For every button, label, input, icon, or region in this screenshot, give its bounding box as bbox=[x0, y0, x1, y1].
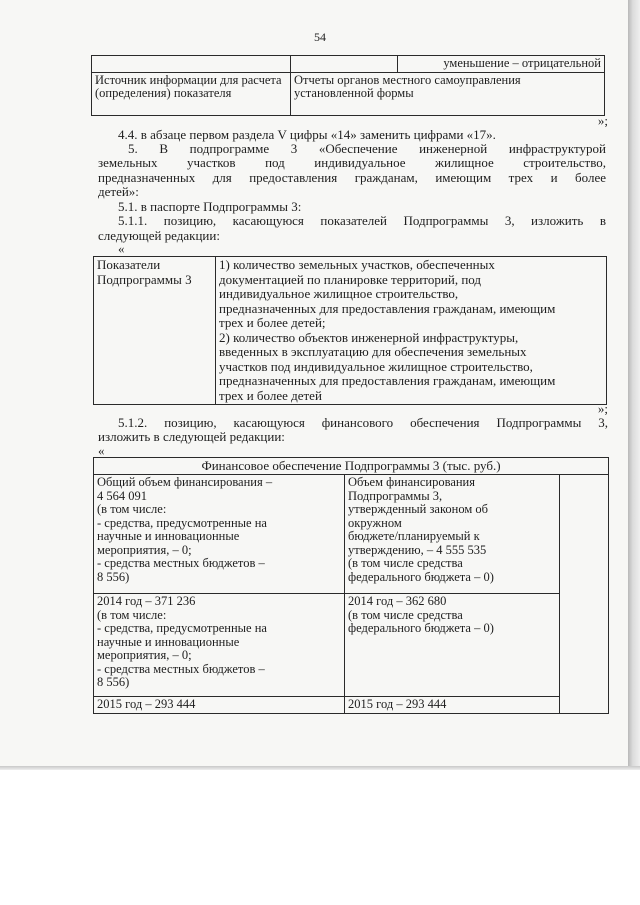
paragraph-5-line: предназначенных для предоставления гражданам, имеющим трех и более bbox=[98, 170, 606, 185]
cell-line: (в том числе средства bbox=[348, 607, 463, 622]
cell-line: (в том числе: bbox=[97, 607, 167, 622]
cell-line: (в том числе: bbox=[97, 502, 167, 516]
cell-line: бюджете/планируемый к bbox=[348, 529, 480, 543]
value-line: предназначенных для предоставления гражданам, имеющим bbox=[219, 373, 556, 388]
paragraph-5-1-2-line: изложить в следующей редакции: bbox=[98, 429, 285, 444]
paragraph-5-line: земельных участков под индивидуальное жилищное строительство, bbox=[98, 155, 606, 170]
cell-line: 2014 год – 371 236 bbox=[97, 594, 196, 608]
cell-line: федерального бюджета – 0) bbox=[348, 569, 494, 584]
closing-quote: »; bbox=[597, 401, 608, 416]
page-edge-shadow bbox=[628, 0, 640, 770]
cell-line: мероприятия, – 0; bbox=[97, 648, 192, 662]
paragraph-5-1-1-line: следующей редакции: bbox=[98, 228, 220, 243]
cell-line: окружном bbox=[348, 515, 402, 530]
financing-2014-right bbox=[345, 594, 560, 697]
paragraph-5-1-1-line: 5.1.1. позицию, касающуюся показателей Подпрограммы 3, изложить в bbox=[118, 213, 606, 228]
value-line: документацией по планировке территорий, под bbox=[219, 271, 482, 287]
indicators-table bbox=[93, 256, 607, 405]
indicator-table-fragment bbox=[91, 55, 605, 116]
cell-line: 2015 год – 293 444 bbox=[348, 697, 447, 711]
financing-2014-left bbox=[94, 594, 345, 697]
cell-line: утверждению, – 4 555 535 bbox=[348, 542, 487, 557]
cell-line: 2014 год – 362 680 bbox=[348, 594, 447, 608]
row-label-cell: Источник информации для расчета (определения) показателя bbox=[92, 72, 291, 115]
cell-line: 8 556) bbox=[97, 569, 130, 584]
empty-column bbox=[560, 475, 609, 714]
financing-2015-right bbox=[345, 697, 560, 714]
page-number: 54 bbox=[314, 30, 326, 44]
cell-line: федерального бюджета – 0) bbox=[348, 621, 494, 635]
value-line: 2) количество объектов инженерной инфраструктуры, bbox=[219, 329, 519, 345]
page-bottom-edge bbox=[0, 766, 640, 770]
cell-line: Общий объем финансирования – bbox=[97, 475, 273, 489]
paragraph-5-line: детей»: bbox=[98, 184, 139, 199]
row-value-cell: Отчеты органов местного самоуправления установленной формы bbox=[291, 72, 605, 115]
financing-2015-left bbox=[94, 697, 345, 714]
continuation-cell: уменьшение – отрицательной bbox=[398, 56, 605, 73]
opening-quote: « bbox=[118, 241, 125, 256]
value-line: индивидуальное жилищное строительство, bbox=[219, 286, 459, 301]
empty-cell bbox=[92, 56, 291, 73]
opening-quote: « bbox=[98, 443, 105, 458]
value-line: 1) количество земельных участков, обеспеченных bbox=[219, 257, 495, 272]
paragraph-5-line: 5. В подпрограмме 3 «Обеспечение инженерной инфраструктурой bbox=[128, 141, 606, 156]
cell-line: 4 564 091 bbox=[97, 488, 147, 503]
label-line: Подпрограммы 3 bbox=[97, 271, 192, 287]
cell-line: Подпрограммы 3, bbox=[348, 488, 443, 503]
closing-quote: »; bbox=[597, 113, 608, 128]
financing-table bbox=[93, 457, 609, 714]
paragraph-5-1-2-line: 5.1.2. позицию, касающуюся финансового обеспечения Подпрограммы 3, bbox=[118, 415, 608, 430]
indicators-value-cell bbox=[216, 257, 607, 405]
cell-line: мероприятия, – 0; bbox=[97, 542, 192, 557]
cell-line: 8 556) bbox=[97, 675, 130, 689]
cell-line: научные и инновационные bbox=[97, 634, 240, 649]
value-line: трех и более детей bbox=[219, 387, 322, 403]
cell-line: Объем финансирования bbox=[348, 475, 475, 489]
value-line: введенных в эксплуатацию для обеспечения земельных bbox=[219, 344, 527, 359]
label-line: Показатели bbox=[97, 257, 161, 272]
paragraph-4-4: 4.4. в абзаце первом раздела V цифры «14» заменить цифрами «17». bbox=[118, 127, 496, 142]
value-line: предназначенных для предоставления гражданам, имеющим bbox=[219, 300, 556, 316]
cell-line: научные и инновационные bbox=[97, 529, 240, 543]
value-line: участков под индивидуальное жилищное строительство, bbox=[219, 358, 533, 374]
value-line: трех и более детей; bbox=[219, 315, 326, 330]
paragraph-5-1: 5.1. в паспорте Подпрограммы 3: bbox=[118, 199, 302, 214]
cell-line: (в том числе средства bbox=[348, 556, 463, 570]
financing-total-right bbox=[345, 475, 560, 594]
cell-line: утвержденный законом об bbox=[348, 502, 488, 516]
indicators-label-cell bbox=[94, 257, 216, 405]
cell-line: - средства, предусмотренные на bbox=[97, 621, 267, 635]
financing-header: Финансовое обеспечение Подпрограммы 3 (тыс. руб.) bbox=[94, 458, 609, 475]
cell-line: - средства местных бюджетов – bbox=[97, 556, 265, 570]
empty-cell bbox=[291, 56, 398, 73]
cell-line: 2015 год – 293 444 bbox=[97, 697, 196, 711]
cell-line: - средства местных бюджетов – bbox=[97, 661, 265, 676]
cell-line: - средства, предусмотренные на bbox=[97, 515, 267, 530]
financing-total-left bbox=[94, 475, 345, 594]
